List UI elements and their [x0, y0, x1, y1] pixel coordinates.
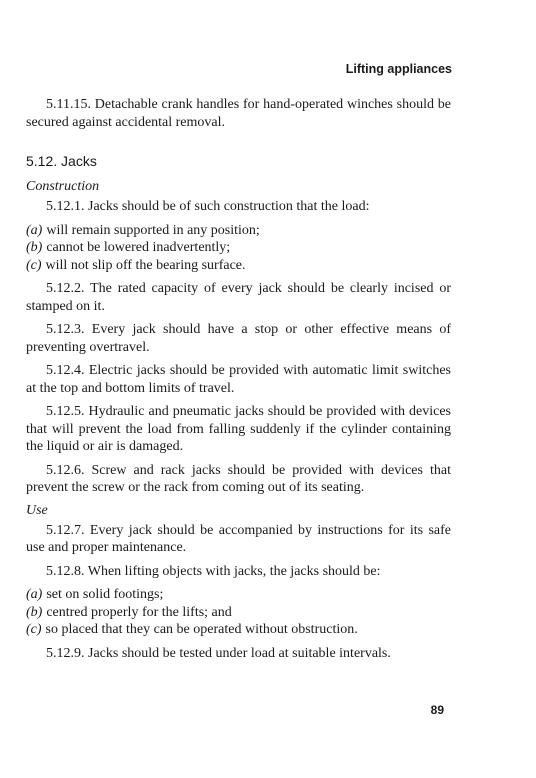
list-item-marker: (a) — [26, 222, 43, 238]
list-item — [26, 621, 451, 639]
paragraph: 5.12.7. Every jack should be accompanied by instructions for its safe use and proper maintenance. — [26, 522, 451, 555]
page-number: 89 — [430, 703, 444, 717]
list-item-marker: (b) — [26, 604, 43, 620]
list-item — [26, 257, 451, 275]
paragraph: 5.12.5. Hydraulic and pneumatic jacks should be provided with devices that will prevent the load from falling suddenly if the cylinder containing the liquid or air is damaged. — [26, 404, 451, 454]
paragraph: 5.12.1. Jacks should be of such construction that the load: — [46, 199, 370, 214]
running-header: Lifting appliances — [345, 62, 452, 76]
list-item — [26, 586, 451, 604]
subheading: Use — [26, 502, 48, 518]
list-item-text: will remain supported in any position; — [46, 222, 260, 238]
list-item — [26, 222, 451, 240]
paragraph: 5.12.2. The rated capacity of every jack should be clearly incised or stamped on it. — [26, 281, 451, 314]
paragraph: 5.12.8. When lifting objects with jacks, the jacks should be: — [46, 563, 381, 579]
section-heading: 5.12. Jacks — [26, 153, 97, 169]
list-item-text: cannot be lowered inadvertently; — [46, 240, 231, 255]
paragraph: 5.12.4. Electric jacks should be provided with automatic limit switches at the top and bottom limits of travel. — [26, 363, 451, 396]
list-item-text: centred properly for the lifts; and — [46, 604, 232, 620]
document-body — [26, 96, 451, 668]
paragraph: 5.12.9. Jacks should be tested under load at suitable intervals. — [46, 645, 391, 661]
list-item-marker: (c) — [26, 622, 42, 637]
paragraph: 5.12.6. Screw and rack jacks should be provided with devices that prevent the screw or the rack from coming out of its seating. — [26, 462, 451, 495]
paragraph: 5.11.15. Detachable crank handles for hand-operated winches should be secured against accidental removal. — [26, 97, 451, 130]
list-item-text: so placed that they can be operated without obstruction. — [45, 622, 358, 637]
list-item — [26, 239, 451, 257]
list-item-marker: (c) — [26, 257, 42, 273]
list-item-text: set on solid footings; — [46, 587, 164, 602]
list-item-marker: (a) — [26, 587, 43, 602]
list-item-text: will not slip off the bearing surface. — [45, 257, 246, 273]
subheading: Construction — [26, 179, 100, 194]
list-item-marker: (b) — [26, 240, 43, 255]
list-item — [26, 604, 451, 622]
paragraph: 5.12.3. Every jack should have a stop or other effective means of preventing overtravel. — [26, 322, 451, 355]
